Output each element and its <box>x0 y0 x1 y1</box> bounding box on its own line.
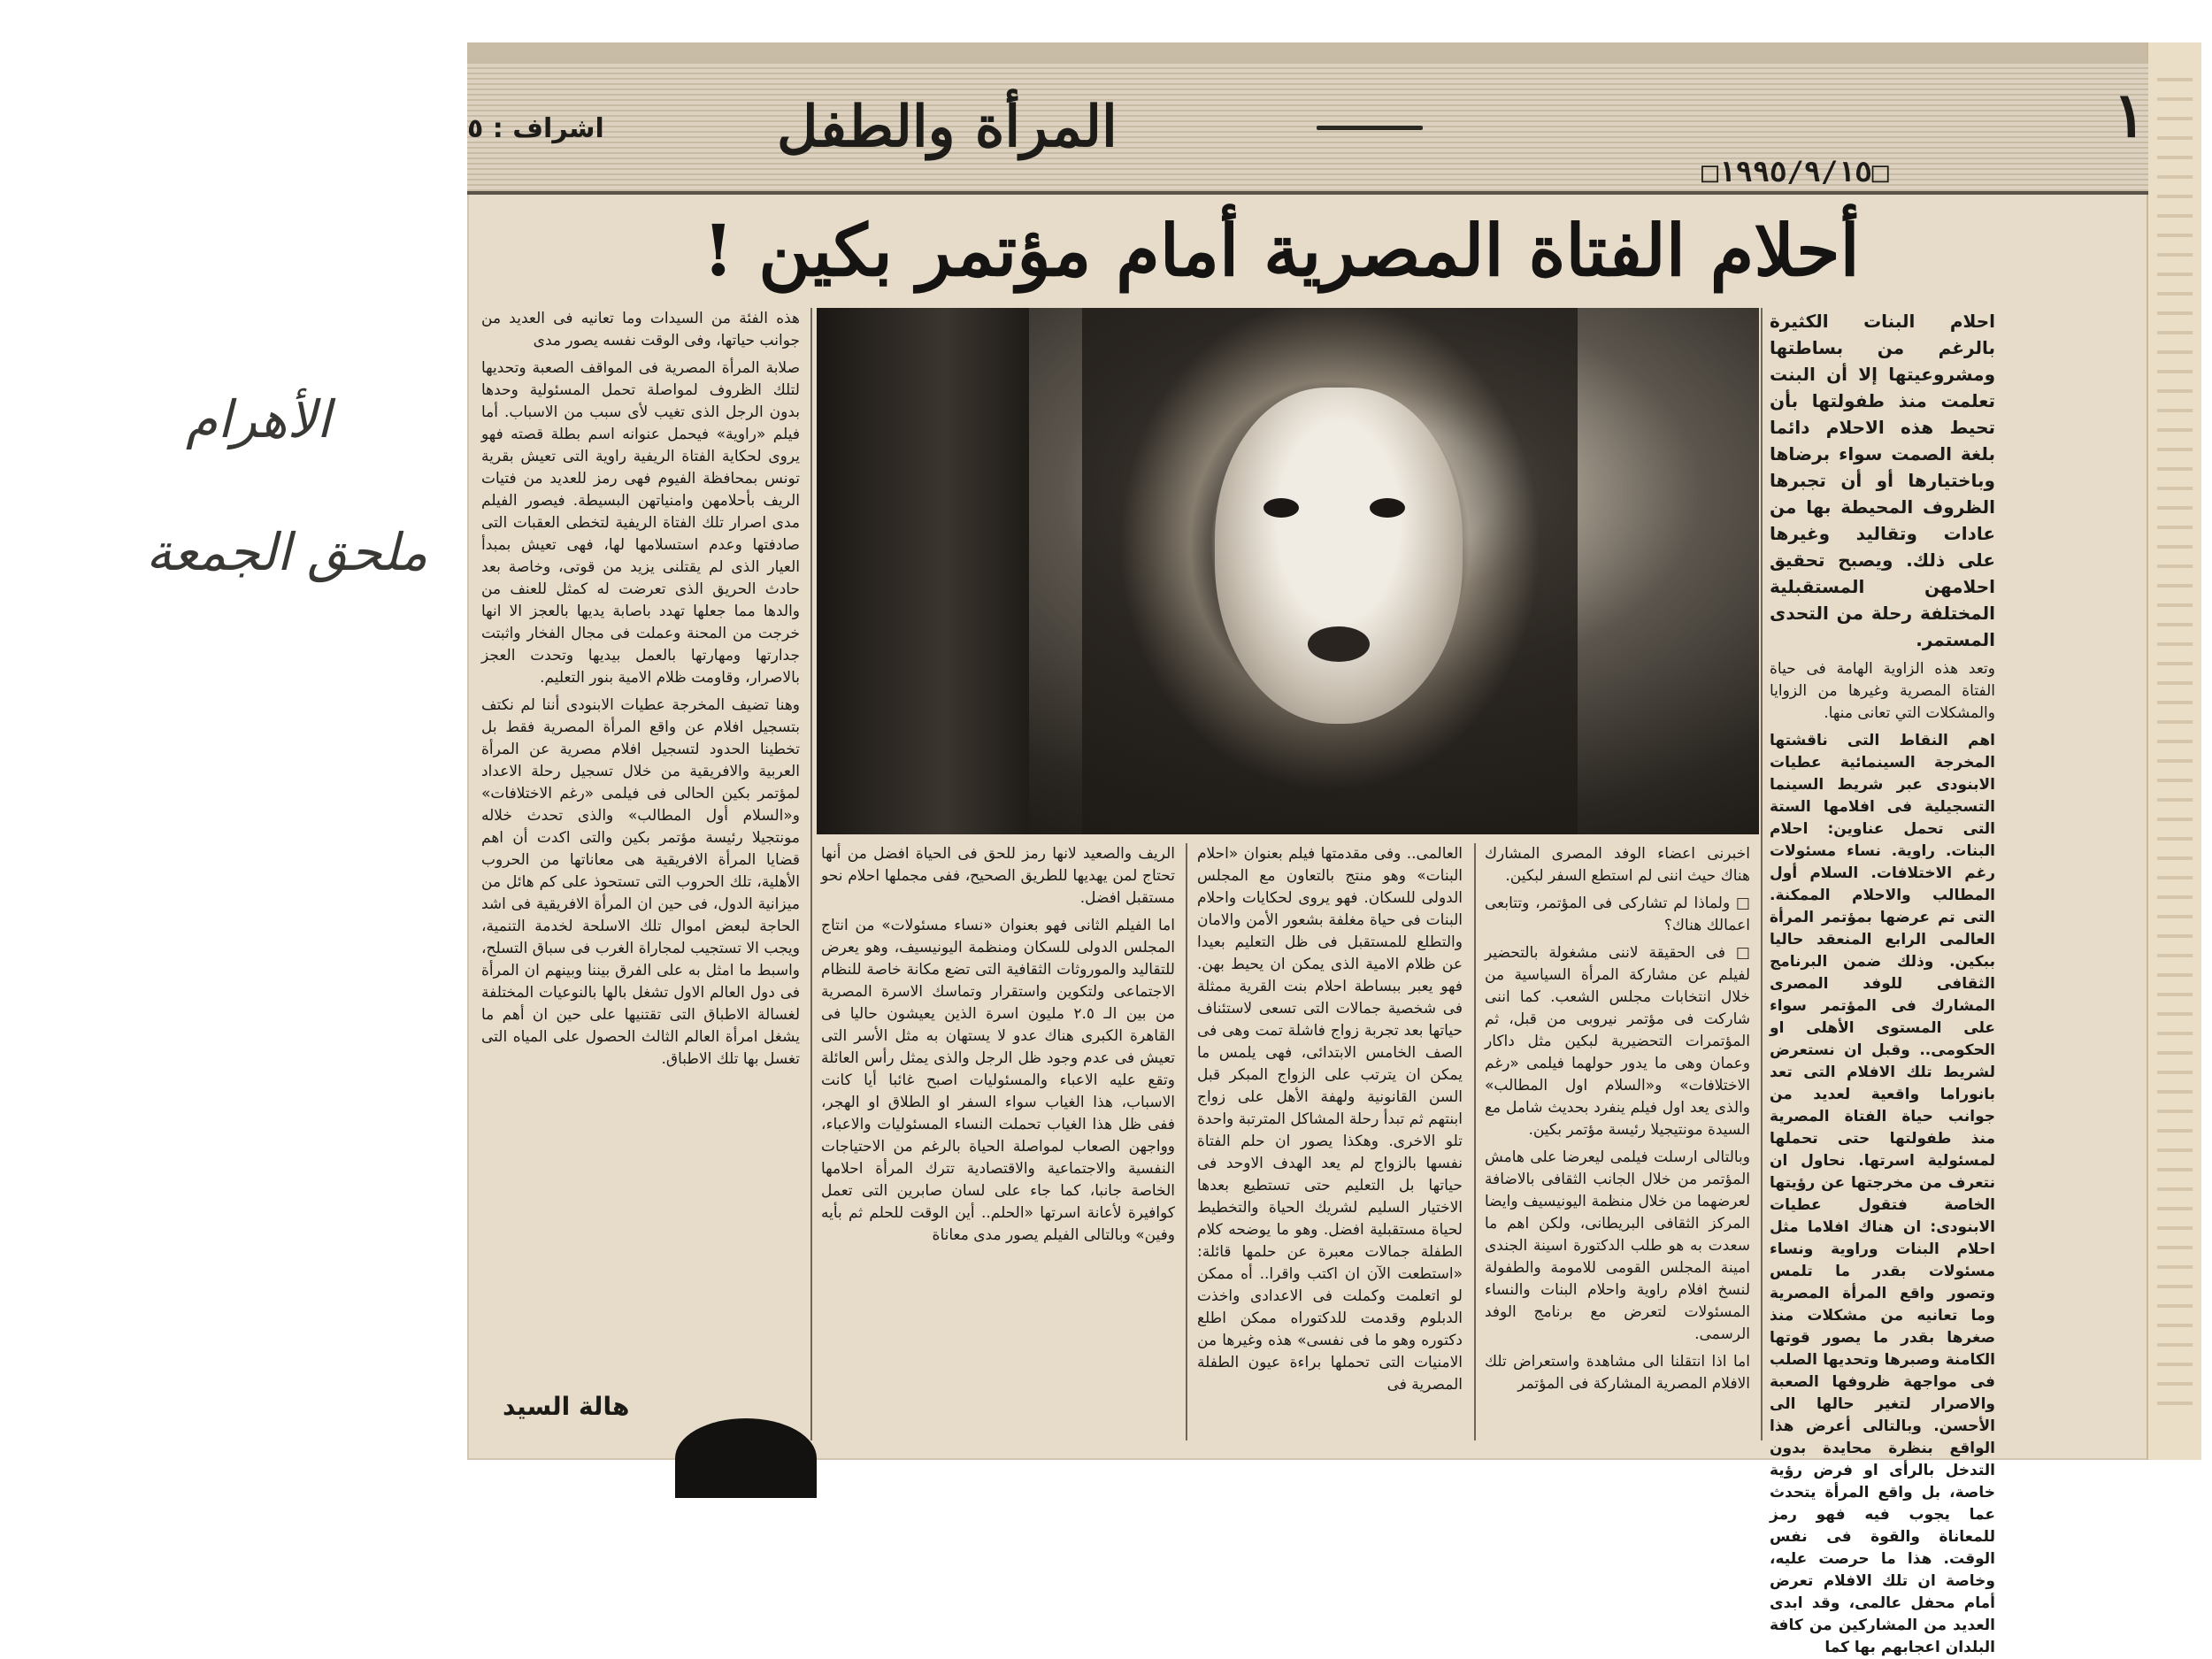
supervision-credit: اشراف : ٥ <box>467 113 604 144</box>
handwritten-note-newspaper: الأهرام <box>186 389 331 449</box>
article-paragraph: اما الفيلم الثانى فهو بعنوان «نساء مسئولات» من انتاج المجلس الدولى للسكان ومنظمة اليونيسيف، وهو يعرض للتقاليد والموروثات الثقافية التى تضع مكانة خاصة للنظام الاجتماعى ولتكوين واستقرار وتماسك الاسرة المصرية من بين الـ ٢.٥ مليون اسرة الذين يعيشون حاليا فى القاهرة الكبرى هناك عدو لا يستهان به مثل الأسر التى تعيش فى عدم وجود ظل الرجل والذى يمثل رأس العائلة وتقع عليه الاعباء والمسئوليات اصبح غائبا أيا كانت الاسباب، هذا الغياب سواء السفر او الطلاق او الهجر، ففى ظل هذا الغياب تحملت النساء المسئوليات والاعباء، وواجهن الصعاب لمواصلة الحياة بالرغم من الاحتياجات النفسية والاجتماعية والاقتصادية تترك المرأة احلامها الخاصة جانبا، كما جاء على لسان صابرين التى تعمل كوافيرة لأعانة اسرتها «الحلم.. أين الوقت للحلم ثم بأيه وفين» وبالتالى الفيلم يصور مدى معاناة <box>821 917 1175 1244</box>
clipping-top-strip <box>467 42 2201 62</box>
article-paragraph: اما اذا انتقلنا الى مشاهدة واستعراض تلك الافلام المصرية المشاركة فى المؤتمر <box>1485 1353 1750 1393</box>
article-paragraph: هذه الفئة من السيدات وما تعانيه فى العديد من جوانب حياتها، وفى الوقت نفسه يصور مدى <box>481 310 800 349</box>
article-paragraph: اهم النقاط التى ناقشتها المخرجة السينمائية عطيات الابنودى عبر شريط السينما التسجيلية فى افلامها الستة التى تحمل عناوين: احلام البنات. راوية. نساء مسئولات رغم الاختلافات. السلام أول المطالب والاحلام الممكنة. التى تم عرضها بمؤتمر المرأة العالمى الرابع المنعقد حاليا ببكين. وذلك ضمن البرنامج الثقافى للوفد المصرى المشارك فى المؤتمر سواء على المستوى الأهلى او الحكومى.. وقبل ان نستعرض لشريط تلك الافلام التى تعد بانوراما واقعية لعديد من جوانب حياة الفتاة المصرية منذ طفولتها حتى تحملها لمسئولية اسرتها. نحاول ان نتعرف من مخرجتها عن رؤيتها الخاصة فتقول عطيات الابنودى: ان هناك افلاما مثل احلام البنات وراوية ونساء مسئولات بقدر ما تلمس وتصور واقع المرأة المصرية وما تعانيه من مشكلات منذ صغرها بقدر ما يصور قوتها الكامنة وصبرها وتحديها الصلب فى مواجهة ظروفها الصعبة والاصرار لتغير حالها الى الأحسن. وبالتالى أعرض هذا الواقع بنظرة محايدة بدون التدخل بالرأى او فرض رؤية خاصة، بل واقع المرأة يتحدث عما يجوب فيه فهو رمز للمعاناة والقوة فى نفس الوقت. هذا ما حرصت عليه، وخاصة ان تلك الافلام تعرض أمام محفل عالمى، وقد ابدى العديد من المشاركين من كافة البلدان اعجابهم بها كما <box>1770 732 1995 1656</box>
article-paragraph: وبالتالى ارسلت فيلمى ليعرضا على هامش المؤتمر من خلال الجانب الثقافى بالاضافة لعرضهما من خلال منظمة اليونيسيف وايضا المركز الثقافى البريطانى، ولكن اهم ما سعدت به هو طلب الدكتورة اسينة الجندى امينة المجلس القومى للامومة والطفولة لنسخ افلام راوية واحلام البنات والنساء المسئولات لتعرض مع برنامج الوفد الرسمى. <box>1485 1148 1750 1343</box>
article-column-4 <box>821 843 1175 1418</box>
column-rule <box>1761 308 1763 1440</box>
article-photo-girl <box>817 308 1759 834</box>
section-title: المرأة والطفل <box>777 94 1118 160</box>
photo-second-girl <box>817 308 1029 834</box>
article-headline: أحلام الفتاة المصرية أمام مؤتمر بكين ! <box>703 209 1860 292</box>
article-paragraph: وتعد هذه الزاوية الهامة فى حياة الفتاة المصرية وغيرها من الزوايا والمشكلات التي تعانى منها. <box>1770 660 1995 722</box>
article-paragraph: صلابة المرأة المصرية فى المواقف الصعبة وتحديها لتلك الظروف لمواصلة تحمل المسئولية وحدها بدون الرجل الذى تغيب لأى سبب من الاسباب. أما فيلم «راوية» فيحمل عنوانه اسم بطلة قصته فهو يروى لحكاية الفتاة الريفية راوية التى تعيش بقرية تونس بمحافظة الفيوم فهى رمز للعديد من فتيات الريف بأحلامهن وامنياتهن البسيطة. فيصور الفيلم مدى اصرار تلك الفتاة الريفية لتخطى العقبات التى صادفتها وعدم استسلامها لها، فهى تعيش بمبدأ العيار الذى لم يقتلنى يزيد من قوتى، وخاصة بعد حادث الحريق الذى تعرضت له كمثل للعنف من والدها مما جعلها تهدد باصابة يديها بالعجز الا انها خرجت من المحنة وعملت فى مجال الفخار واثبتت جدارتها ومهارتها بالعمل بيديها وتحدت العجز بالاصرار، وقاومت ظلام الامية بنور التعليم. <box>481 359 800 687</box>
handwritten-note-supplement: ملحق الجمعة <box>146 522 428 582</box>
header-rule <box>467 191 2148 195</box>
column-rule <box>810 308 812 1440</box>
article-column-5 <box>481 308 800 1383</box>
photo-face <box>1215 388 1463 724</box>
article-question: □ ولماذا لم تشاركى فى المؤتمر، وتتابعى اعمالك هناك؟ <box>1485 895 1750 934</box>
section-header <box>467 62 2148 195</box>
article-paragraph: □ فى الحقيقة لاننى مشغولة بالتحضير لفيلم عن مشاركة المرأة السياسية من خلال انتخابات مجلس الشعب. كما اننى شاركت فى مؤتمر نيروبى من قبل، ثم المؤتمرات التحضيرية لبكين مثل داكار وعمان وهى ما يدور حولهما فيلمى «رغم الاختلافات» و«السلام اول المطالب» والذى يعد اول فيلم ينفرد بحديث شامل مع السيدة مونتيجيلا رئيسة مؤتمر بكين. <box>1485 944 1750 1139</box>
article-column-3 <box>1197 843 1463 1440</box>
article-lead: احلام البنات الكثيرة بالرغم من بساطتها ومشروعيتها إلا أن البنت تعلمت منذ طفولتها بأن تحيط هذه الاحلام دائما بلغة الصمت سواء برضاها وباختيارها أو أن تجبرها الظروف المحيطة بها من عادات وتقاليد وغيرها على ذلك. ويصبح تحقيق احلامهن المستقبلية المختلفة رحلة من التحدى المستمر. <box>1770 311 1995 650</box>
author-byline: هالة السيد <box>503 1392 630 1421</box>
column-rule <box>1186 843 1187 1440</box>
page-number: ١ <box>2113 78 2147 151</box>
header-ornament <box>1317 126 1423 130</box>
adjacent-page-strip <box>2147 42 2201 1460</box>
issue-date: □١٩٩٥/٩/١٥□ <box>1701 155 1889 188</box>
article-paragraph: الريف والصعيد لانها رمز للحق فى الحياة افضل من أنها تحتاج لمن يهديها للطريق الصحيح، ففى مجملها احلام نحو مستقبل افضل. <box>821 845 1175 907</box>
article-column-1 <box>1770 308 1995 1656</box>
bottom-photo-fragment <box>675 1418 817 1498</box>
article-paragraph: اخبرنى اعضاء الوفد المصرى المشارك هناك حيث اننى لم استطع السفر لبكين. <box>1485 845 1750 885</box>
article-paragraph: العالمى.. وفى مقدمتها فيلم بعنوان «احلام البنات» وهو منتج بالتعاون مع المجلس الدولى للسكان. فهو يروى لحكايات واحلام البنات فى حياة مغلفة بشعور الأمن والامان والتطلع للمستقبل فى ظل التعليم بعيدا عن ظلام الامية الذى يمكن ان يحيط بهن. فهو يعبر ببساطة احلام بنت القرية ممثلة فى شخصية جمالات التى تسعى لاستئناف حياتها بعد تجربة زواج فاشلة تمت وهى فى الصف الخامس الابتدائى، فهى يلمس ما يمكن ان يترتب على الزواج المبكر قبل السن القانونية ولهفة الأهل على زواج ابنتهم ثم تبدأ رحلة المشاكل المترتبة واحدة تلو الاخرى. وهكذا يصور ان حلم الفتاة نفسها بالزواج لم يعد الهدف الاوحد فى حياتها بل التعليم حتى تستطيع بعدها الاختيار السليم لشريك الحياة والتخطيط لحياة مستقبلية افضل. وهو ما يوضحه كلام الطفلة جمالات معبرة عن حلمها قائلة: «استطعت الآن ان اكتب واقرا.. أه ممكن لو اتعلمت وكملت فى الاعدادى واخذت الدبلوم وقدمت للدكتوراه ممكن اطلع دكتوره وهو ما فى نفسى» هذه وغيرها من الامنيات التى تحملها براءة عيون الطفلة المصرية فى <box>1197 845 1463 1394</box>
column-rule <box>1474 843 1476 1440</box>
article-column-2 <box>1485 843 1750 1440</box>
newspaper-clipping <box>467 42 2201 1656</box>
article-paragraph: وهنا تضيف المخرجة عطيات الابنودى أننا لم نكتف بتسجيل افلام عن واقع المرأة المصرية فقط بل تخطينا الحدود لتسجيل افلام مصرية عن المرأة العربية والافريقية من خلال تسجيل رحلة الاعداد لمؤتمر بكين الحالى فى فيلمى «رغم الاختلافات» و«السلام أول المطالب» والذى تحدث خلاله مونتجيلا رئيسة مؤتمر بكين والتى اكدت أن اهم قضايا المرأة الافريقية هى معاناتها من الحروب الأهلية، تلك الحروب التى تستحوذ على كم هائل من ميزانية الدول، فى حين ان المرأة الافريقية فى اشد الحاجة لبعض اموال تلك الاسلحة لخدمة التنمية، ويجب الا تستجيب لمجاراة الغرب فى سباق التسلح، واسبط ما امثل به على الفرق بيننا وبينهم ان المرأة فى دول العالم الاول تشغل بالها بالنوعيات المختلفة لغسالة الاطباق التى تقتنيها على حين ان أهم ما يشغل امرأة العالم الثالث الحصول على المياه التى تغسل بها تلك الاطباق. <box>481 696 800 1068</box>
